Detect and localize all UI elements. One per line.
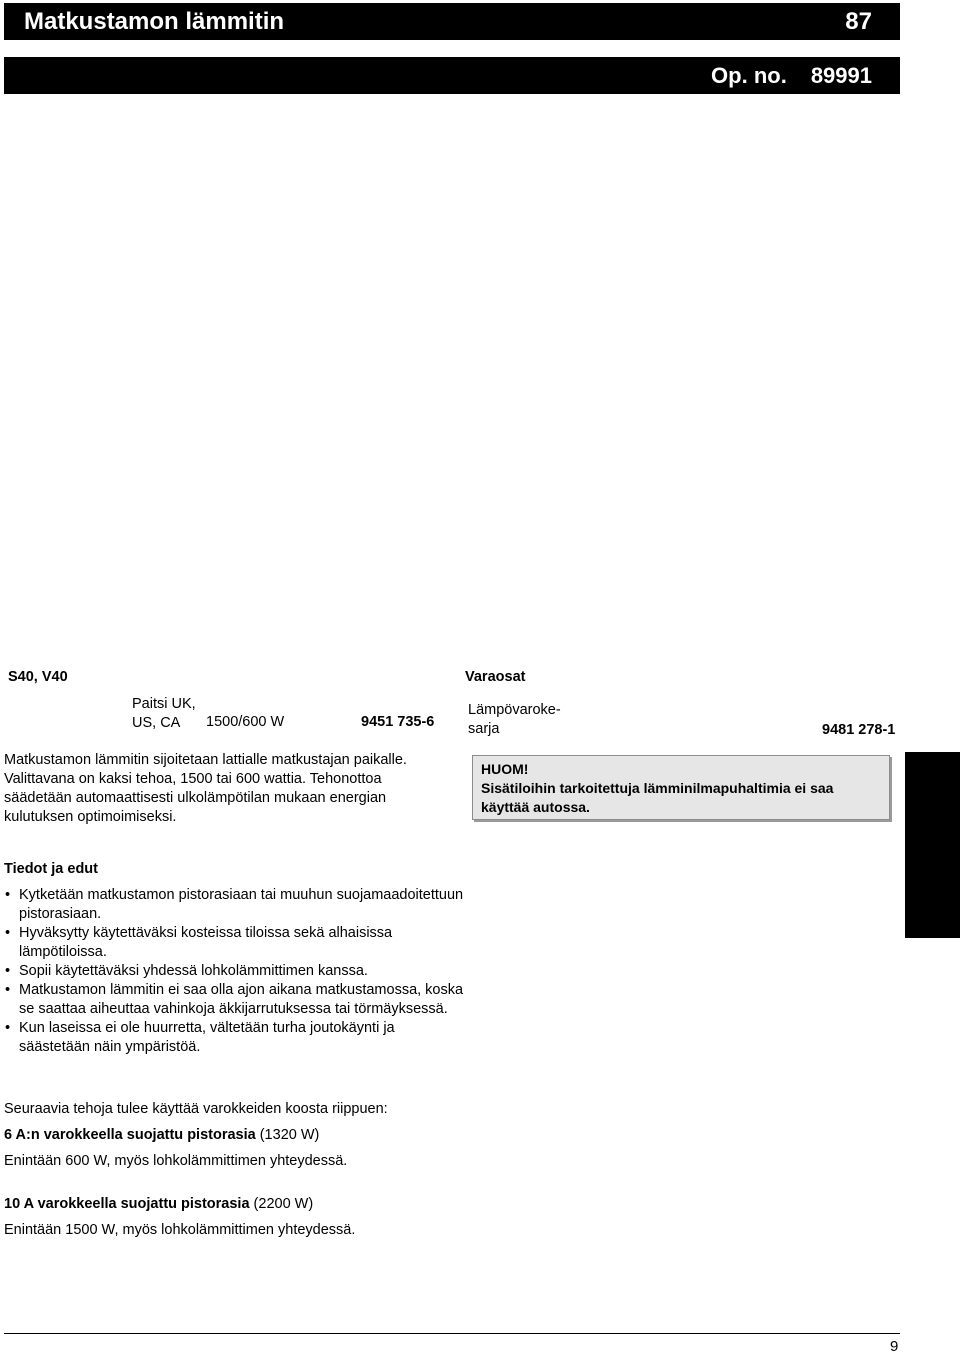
side-tab-marker	[905, 752, 960, 938]
power-rating: 1500/600 W	[206, 714, 285, 730]
footer-rule	[4, 1333, 900, 1334]
list-item: • Matkustamon lämmitin ei saa olla ajon aikana matkustamossa, koska se saattaa aiheuttaa vahinkoja äkkijarrutuksessa tai törmäyksessä.	[4, 981, 464, 1019]
section-number: 87	[845, 7, 872, 35]
fuse-6a-line	[4, 1127, 319, 1143]
list-item: • Hyväksytty käytettäväksi kosteissa tiloissa sekä alhaisissa lämpötiloissa.	[4, 924, 464, 962]
page-number: 9	[890, 1338, 899, 1355]
list-item: • Kytketään matkustamon pistorasiaan tai muuhun suojamaadoitettuun pistorasiaan.	[4, 886, 464, 924]
features-heading: Tiedot ja edut	[4, 861, 98, 877]
note-text: Sisätiloihin tarkoitettuja lämminilmapuhaltimia ei saa käyttää autossa.	[481, 780, 834, 815]
page-title: Matkustamon lämmitin	[24, 7, 285, 35]
usage-intro: Seuraavia tehoja tulee käyttää varokkeiden koosta riippuen:	[4, 1101, 388, 1117]
operation-number-bar	[4, 57, 900, 94]
fuse-10a-power: (2200 W)	[249, 1196, 314, 1212]
intro-text	[4, 751, 449, 827]
title-bar	[4, 3, 900, 40]
part-number: 9451 735-6	[361, 714, 435, 730]
spare-item-name: Lämpövaroke- sarja	[468, 702, 561, 737]
intro-line-1: Matkustamon lämmitin sijoitetaan lattialle matkustajan paikalle.	[4, 752, 407, 768]
model-label: S40, V40	[8, 669, 68, 685]
variant-label: Paitsi UK, US, CA	[132, 696, 196, 731]
fuse-6a-label: 6 A:n varokkeella suojattu pistorasia	[4, 1127, 256, 1143]
operation-number-label: Op. no.	[711, 62, 787, 88]
list-item: • Kun laseissa ei ole huurretta, vältetään turha joutokäynti ja säästetään näin ympäristöä.	[4, 1019, 464, 1057]
features-list	[4, 886, 464, 1057]
operation-number-value: 89991	[810, 62, 872, 88]
fuse-10a-line	[4, 1196, 313, 1212]
fuse-10a-label: 10 A varokkeella suojattu pistorasia	[4, 1196, 250, 1212]
note-box	[472, 755, 890, 820]
list-item: • Sopii käytettäväksi yhdessä lohkolämmittimen kanssa.	[4, 962, 464, 981]
fuse-10a-detail: Enintään 1500 W, myös lohkolämmittimen yhteydessä.	[4, 1222, 356, 1238]
spares-heading: Varaosat	[465, 669, 526, 685]
spare-item-number: 9481 278-1	[822, 722, 896, 738]
intro-line-2: Valittavana on kaksi tehoa, 1500 tai 600 wattia. Tehonottoa säädetään automaattisesti ulkolämpötilan mukaan energian kulutuksen optimoimiseksi.	[4, 771, 387, 825]
fuse-6a-power: (1320 W)	[255, 1127, 320, 1143]
fuse-6a-detail: Enintään 600 W, myös lohkolämmittimen yhteydessä.	[4, 1153, 348, 1169]
note-title: HUOM!	[481, 761, 529, 777]
